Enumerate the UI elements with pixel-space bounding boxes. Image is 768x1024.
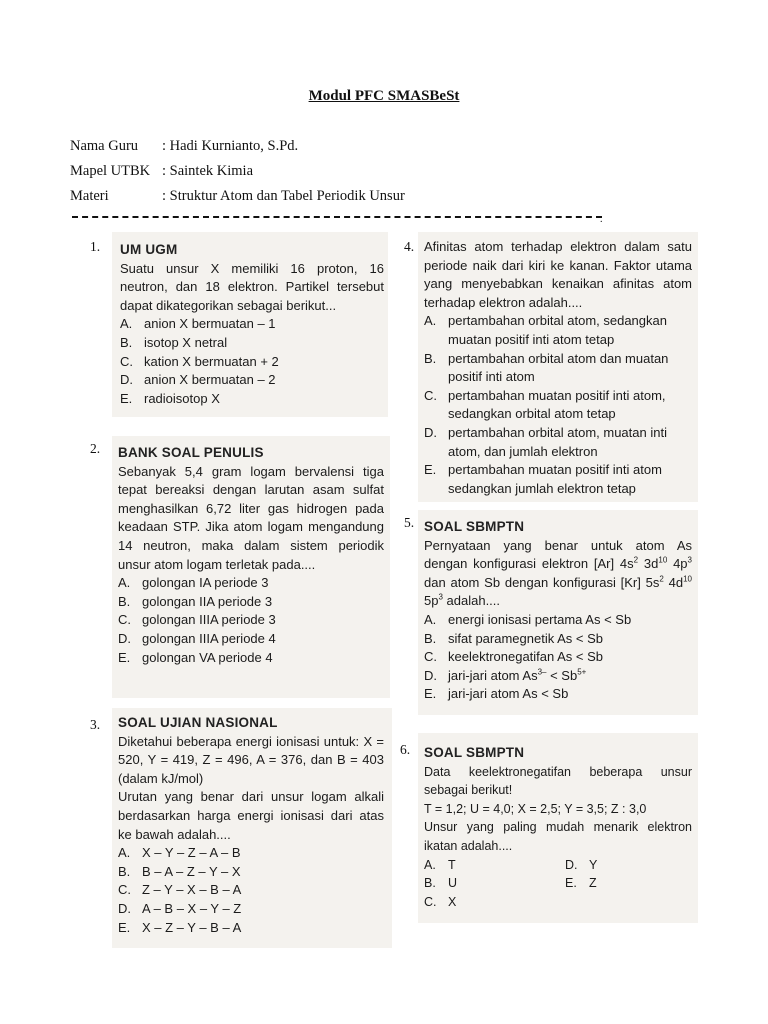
option (118, 844, 384, 863)
option-letter: E. (565, 876, 577, 891)
option-letter: C. (424, 387, 437, 403)
option-letter: E. (118, 649, 131, 665)
option (120, 334, 384, 353)
option-letter: E. (118, 919, 131, 935)
option-text: Z (589, 876, 597, 891)
option-columns (424, 856, 692, 912)
option-text: radioisotop X (144, 390, 220, 406)
option-letter: C. (118, 882, 131, 898)
question-stem: Diketahui beberapa energi ionisasi untuk: X = 520, Y = 419, Z = 496, A = 376, dan B = 403 (dalam kJ/mol) (118, 733, 384, 786)
option-text: Y (589, 857, 598, 872)
question-stem: Urutan yang benar dari unsur logam alkali berdasarkan harga energi ionisasi dari atas ke bawah adalah.... (118, 789, 384, 842)
question-6 (424, 744, 692, 911)
option (118, 611, 384, 630)
option (424, 350, 692, 387)
option-text: golongan IIIA periode 4 (142, 630, 276, 646)
info-value: : Hadi Kurnianto, S.Pd. (162, 138, 299, 154)
option-letter: B. (118, 593, 131, 609)
option-text: U (448, 876, 458, 891)
question-source: BANK SOAL PENULIS (118, 445, 264, 460)
option-text: energi ionisasi pertama As < Sb (448, 611, 632, 627)
info-label: Materi (70, 188, 109, 204)
option-text: jari-jari atom $As^{3-} < Sb^{5+}$ (448, 667, 587, 683)
question-stem: Afinitas atom terhadap elektron dalam satu periode naik dari kiri ke kanan. Faktor utama yang menyebabkan kenaikan afinitas atom terhadap elektron adalah.... (424, 239, 692, 310)
option (424, 667, 692, 686)
option-letter: A. (424, 857, 436, 872)
option-text: sifat paramegnetik As < Sb (448, 630, 604, 646)
option-letter: C. (424, 894, 437, 909)
option-letter: E. (424, 686, 437, 702)
option-text: isotop X netral (144, 334, 228, 350)
question-stem: Data keelektronegatifan beberapa unsur sebagai berikut! (424, 764, 692, 798)
question-3 (118, 714, 384, 937)
option-letter: D. (120, 372, 133, 388)
option-letter: A. (424, 313, 437, 329)
option (118, 900, 384, 919)
option-letter: D. (424, 424, 437, 440)
question-number: 6. (400, 742, 411, 757)
option-text: B – A – Z – Y – X (142, 863, 241, 879)
dashed-divider (72, 216, 602, 218)
option-letter: B. (118, 863, 131, 879)
option-text: golongan IA periode 3 (142, 575, 269, 591)
option-letter: A. (118, 575, 131, 591)
info-label: Mapel UTBK (70, 163, 151, 179)
option-letter: B. (424, 630, 437, 646)
option-text: pertambahan orbital atom, sedangkan muatan positif inti atom tetap (448, 313, 667, 347)
option-letter: D. (118, 900, 131, 916)
option-letter: A. (118, 845, 131, 861)
question-number: 3. (90, 717, 101, 732)
question-source: SOAL SBMPTN (424, 745, 525, 760)
option (424, 424, 692, 461)
option (424, 387, 692, 424)
option-letter: D. (118, 630, 131, 646)
option-letter: E. (424, 462, 437, 478)
option-text: X – Z – Y – B – A (142, 919, 242, 935)
option-letter: D. (565, 857, 578, 872)
option-text: Z – Y – X – B – A (142, 882, 242, 898)
option (120, 371, 384, 390)
option (118, 649, 384, 668)
option (565, 874, 692, 893)
option-letter: B. (120, 334, 133, 350)
info-label: Nama Guru (70, 138, 139, 154)
option-letter: A. (120, 316, 133, 332)
question-5 (424, 518, 692, 704)
info-row-teacher (70, 138, 298, 155)
option-text: X (448, 894, 457, 909)
option (118, 593, 384, 612)
page-title: Modul PFC SMASBeSt (308, 88, 460, 104)
option (118, 574, 384, 593)
option-letter: E. (120, 390, 133, 406)
option-text: anion X bermuatan – 1 (144, 316, 276, 332)
question-4 (424, 238, 692, 498)
option-text: kation X bermuatan + 2 (144, 353, 279, 369)
option-text: anion X bermuatan – 2 (144, 372, 276, 388)
option-text: A – B – X – Y – Z (142, 900, 242, 916)
question-1 (120, 241, 384, 408)
question-source: SOAL UJIAN NASIONAL (118, 715, 278, 730)
option-text: pertambahan orbital atom dan muatan positif inti atom (448, 350, 669, 385)
info-row-material (70, 188, 405, 205)
option (118, 919, 384, 938)
question-source: UM UGM (120, 242, 178, 257)
option (424, 461, 692, 498)
question-number: 2. (90, 441, 101, 456)
option-text: keelektronegatifan As < Sb (448, 649, 604, 665)
question-stem: Sebanyak 5,4 gram logam bervalensi tiga tepat bereaksi dengan larutan asam sulfat menghasilkan 6,72 liter gas hidrogen pada keadaan STP. Jika atom logam mengandung 14 neutron, maka dalam sistem periodik unsur atom logam terletak pada.... (118, 463, 384, 572)
question-number: 4. (404, 239, 415, 254)
option-text: golongan IIA periode 3 (142, 593, 273, 609)
option-text: pertambahan muatan positif inti atom sedangkan jumlah elektron tetap (448, 462, 662, 496)
question-stem: Unsur yang paling mudah menarik elektron ikatan adalah.... (424, 820, 692, 853)
option (424, 874, 551, 893)
option (118, 863, 384, 882)
option-letter: C. (118, 612, 131, 628)
option-text: pertambahan orbital atom, muatan inti atom, dan jumlah elektron (448, 424, 667, 459)
option-column-right (551, 856, 692, 912)
option (118, 881, 384, 900)
option-column-left (424, 856, 551, 912)
option-text: X – Y – Z – A – B (142, 845, 241, 861)
info-row-subject (70, 163, 253, 180)
option-text: pertambahan muatan positif inti atom, sedangkan orbital atom tetap (448, 387, 666, 422)
option (424, 312, 692, 349)
question-stem: Suatu unsur X memiliki 16 proton, 16 neutron, dan 18 elektron. Partikel tersebut dapat dikategorikan sebagai berikut... (120, 260, 384, 313)
option-letter: A. (424, 611, 437, 627)
question-number: 1. (90, 239, 101, 254)
option (120, 353, 384, 372)
option-text: golongan IIIA periode 3 (142, 612, 276, 628)
option-letter: B. (424, 350, 437, 366)
option (424, 630, 692, 649)
option-letter: C. (424, 649, 437, 665)
option (424, 648, 692, 667)
option (424, 856, 551, 875)
question-2 (118, 444, 384, 667)
option-text: golongan VA periode 4 (142, 649, 273, 665)
option (424, 893, 551, 912)
option (424, 611, 692, 630)
divider-dot: . (600, 214, 603, 225)
option (120, 390, 384, 409)
info-value: : Saintek Kimia (162, 163, 254, 179)
option-letter: B. (424, 876, 436, 891)
question-number: 5. (404, 515, 415, 530)
option (565, 856, 692, 875)
option (120, 315, 384, 334)
question-data: T = 1,2; U = 4,0; X = 2,5; Y = 3,5; Z : 3,0 (424, 801, 647, 816)
info-value: : Struktur Atom dan Tabel Periodik Unsur (162, 188, 405, 204)
option (118, 630, 384, 649)
option-letter: C. (120, 353, 133, 369)
option-letter: D. (424, 667, 437, 683)
question-source: SOAL SBMPTN (424, 519, 525, 534)
option-text: T (448, 857, 456, 872)
question-stem: Pernyataan yang benar untuk atom As dengan konfigurasi elektron [Ar] $4s^2$ $3d^{10}$ $4p^3$ dan atom Sb dengan konfigurasi [Kr] $5s^2$ $4d^{10}$ $5p^3$ adalah.... (424, 537, 692, 609)
option (424, 685, 692, 704)
option-text: jari-jari atom As < Sb (448, 686, 569, 702)
